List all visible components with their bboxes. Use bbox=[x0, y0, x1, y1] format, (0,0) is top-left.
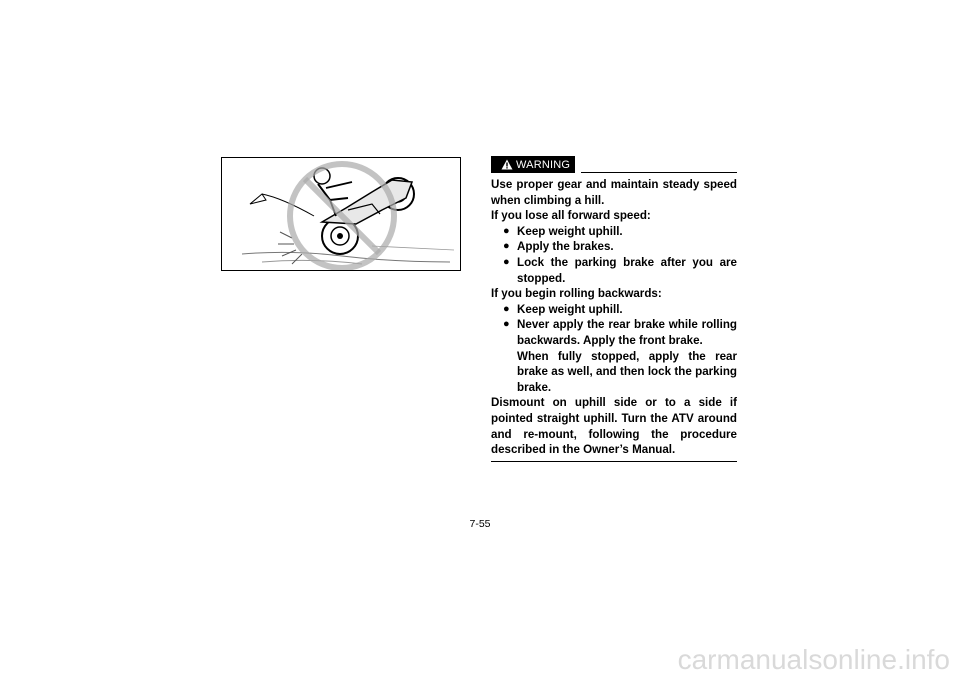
page-number: 7-55 bbox=[469, 518, 491, 530]
bullet-icon: ● bbox=[503, 255, 510, 268]
footer-watermark: carmanualsonline.info bbox=[677, 644, 950, 675]
list-item: ● Lock the parking brake after you are stopped. bbox=[503, 255, 737, 285]
bullet-icon: ● bbox=[503, 240, 510, 253]
warning-intro: Use proper gear and maintain steady speed when climbing a hill. bbox=[491, 178, 737, 207]
warning-bottom-rule bbox=[491, 461, 737, 462]
warning-header bbox=[491, 156, 737, 174]
illustration-atv-wheelie-prohibited bbox=[221, 157, 461, 271]
warning-box bbox=[491, 156, 737, 462]
list-item: ● Never apply the rear brake while rolling backwards. Apply the front brake. When fully stopped, apply the rear brake as well, and then lock the parking brake. bbox=[503, 318, 737, 394]
warning-badge bbox=[491, 156, 575, 173]
lost-speed-list bbox=[491, 224, 737, 286]
dismount-paragraph: Dismount on uphill side or to a side if pointed straight uphill. Turn the ATV around and re-mount, following the procedure described in the Owner’s Manual. bbox=[491, 396, 737, 457]
rolling-note: When fully stopped, apply the rear brake as well, and then lock the parking brake. bbox=[517, 349, 737, 394]
atv-wheelie-prohibited-icon bbox=[222, 158, 461, 271]
rolling-heading: If you begin rolling backwards: bbox=[491, 287, 662, 301]
warning-triangle-icon bbox=[501, 159, 513, 170]
warning-label: WARNING bbox=[516, 158, 571, 171]
list-item: ● Keep weight uphill. bbox=[503, 224, 623, 238]
warning-body bbox=[491, 177, 737, 458]
warning-top-rule bbox=[581, 172, 737, 173]
list-item: ● Keep weight uphill. bbox=[503, 302, 623, 316]
list-item: ● Apply the brakes. bbox=[503, 240, 614, 254]
rolling-list bbox=[491, 302, 737, 396]
bullet-icon: ● bbox=[503, 224, 510, 237]
bullet-icon: ● bbox=[503, 318, 510, 331]
lost-speed-heading: If you lose all forward speed: bbox=[491, 209, 651, 223]
bullet-icon: ● bbox=[503, 302, 510, 315]
